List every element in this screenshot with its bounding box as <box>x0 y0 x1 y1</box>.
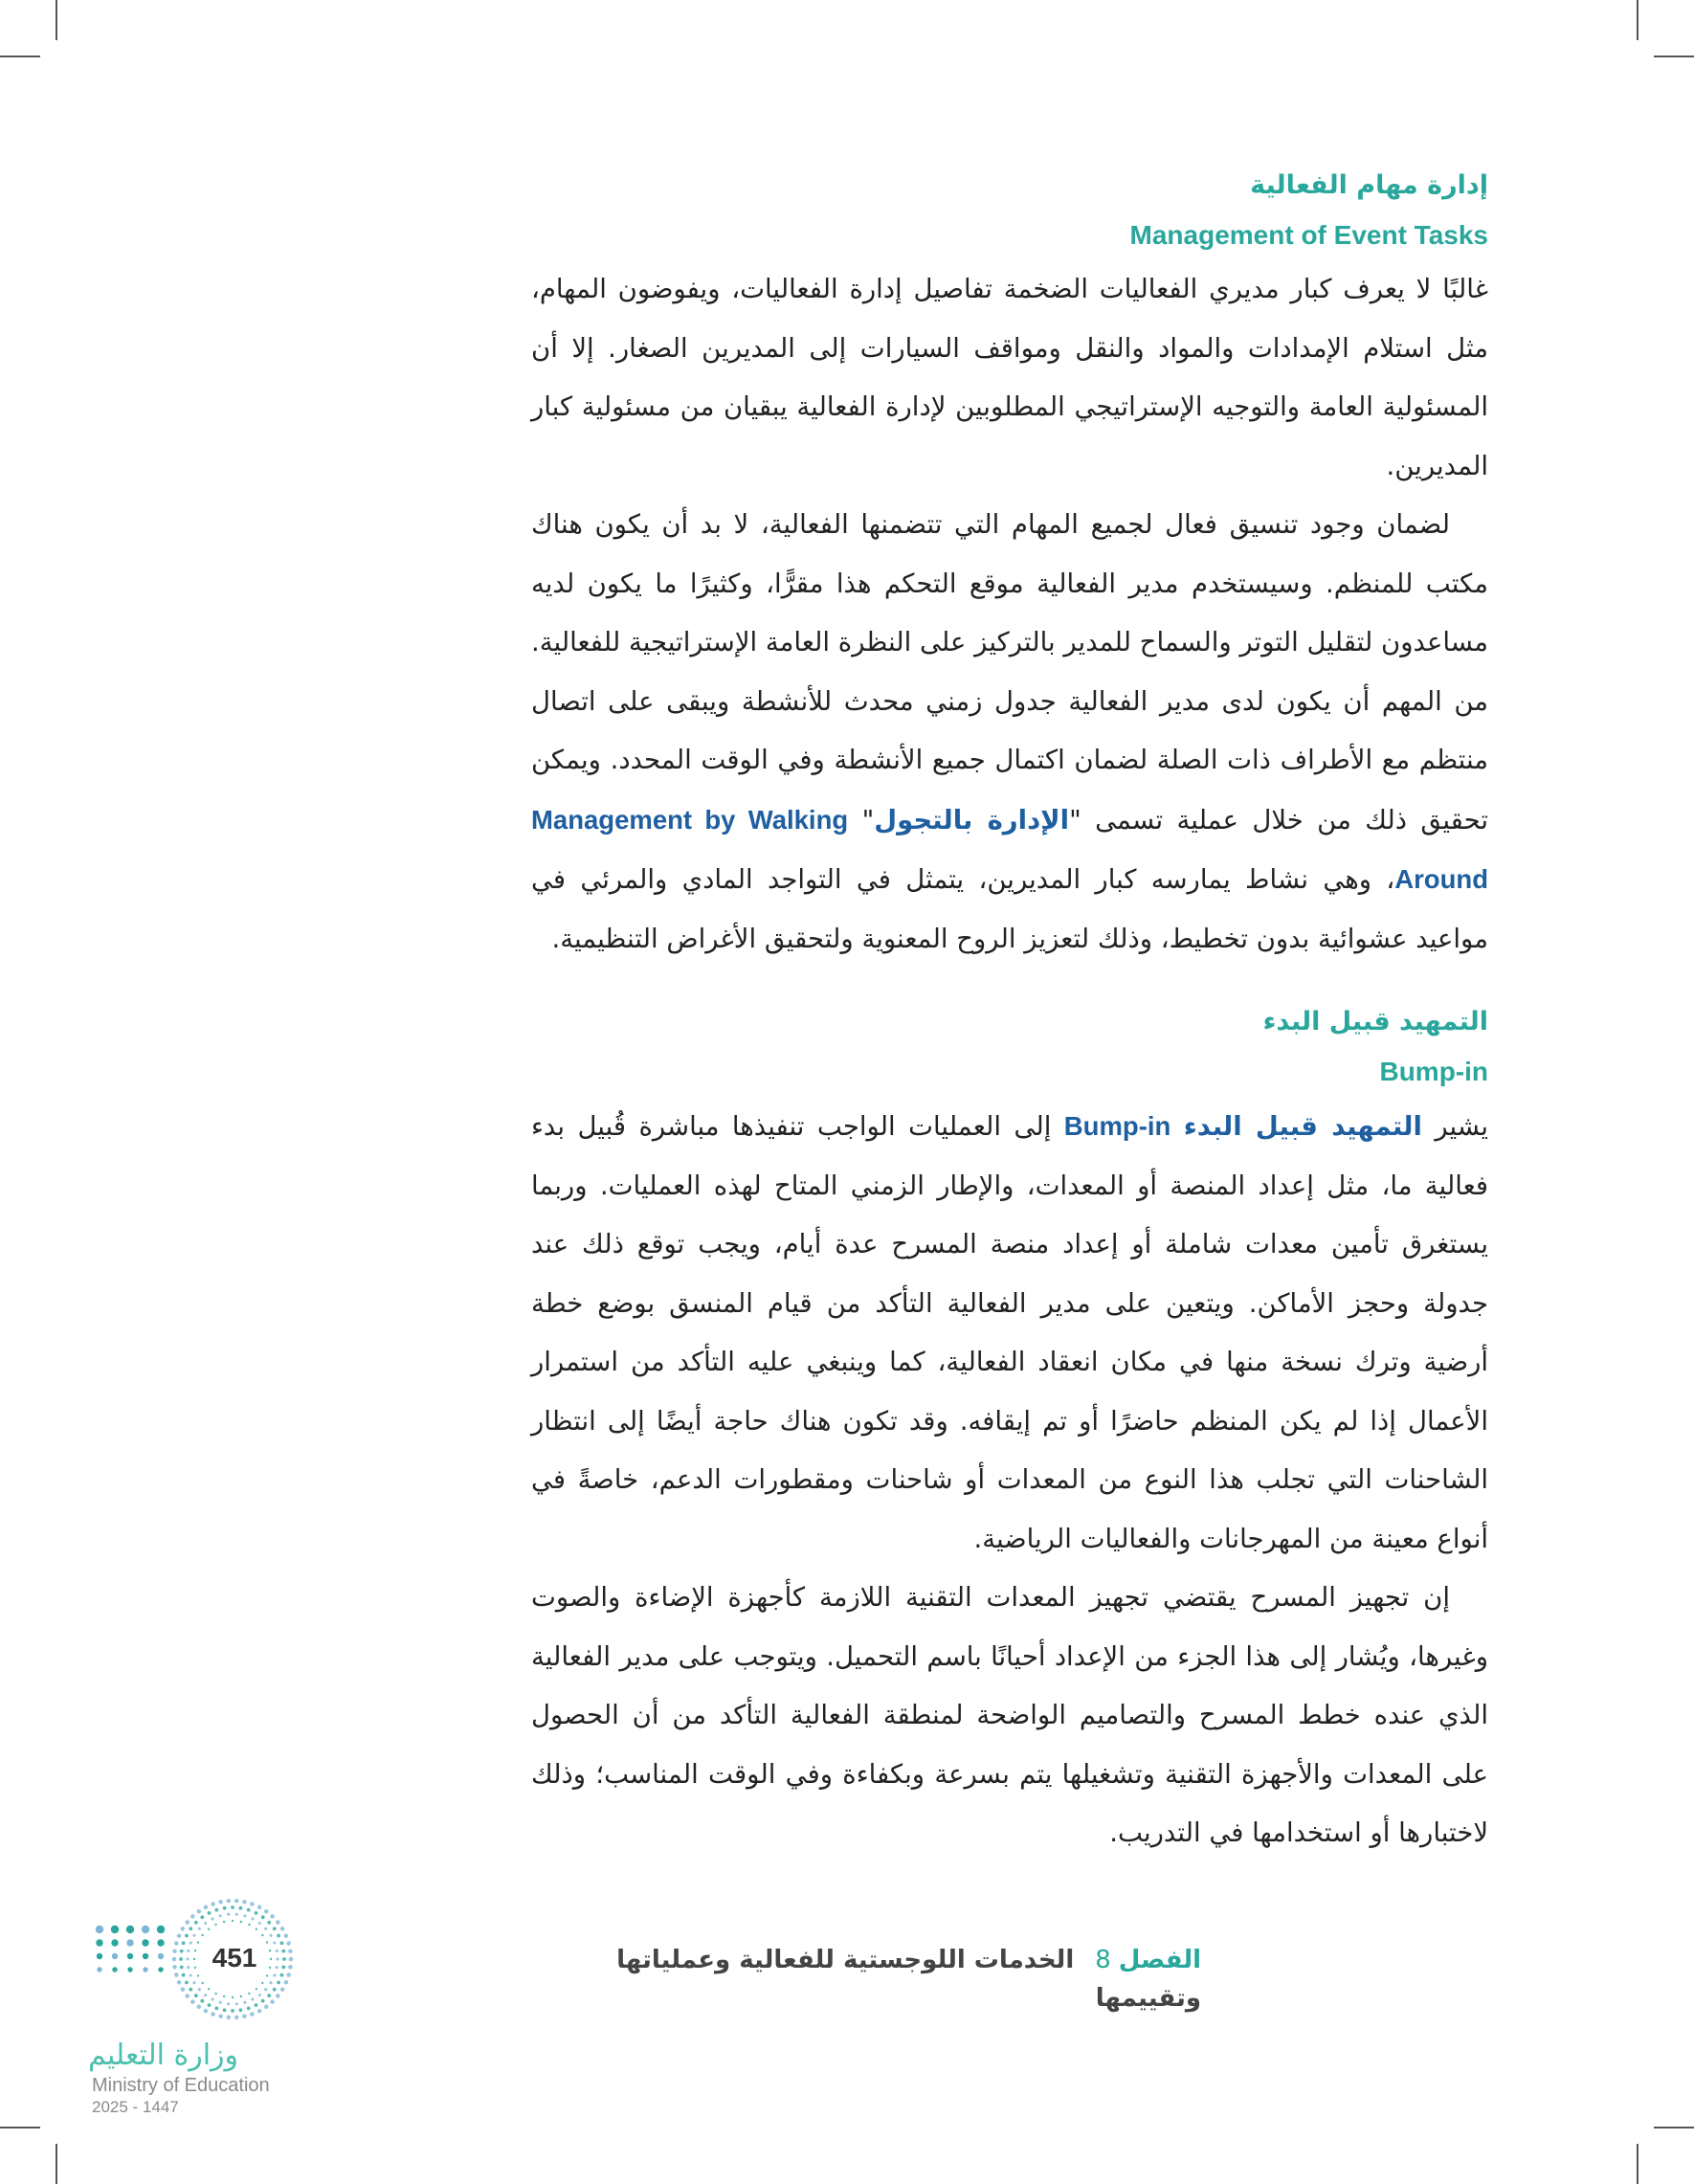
logo-grid-dot <box>96 1926 103 1933</box>
logo-ring-dot <box>208 2003 212 2007</box>
logo-ring-dot <box>194 1921 198 1925</box>
logo-ring-dot <box>174 1941 179 1946</box>
logo-ring-dot <box>288 1965 293 1970</box>
logo-ring-dot <box>270 1958 272 1960</box>
logo-ring-dot <box>242 1900 247 1905</box>
logo-ring-dot <box>227 1913 230 1916</box>
crop-mark-tr-h <box>1654 56 1694 57</box>
logo-ring-dot <box>172 1965 177 1970</box>
logo-ring-dot <box>227 2002 230 2005</box>
logo-ring-dot <box>186 1957 189 1960</box>
logo-ring-dot <box>276 1950 279 1952</box>
logo-ring-dot <box>264 1909 269 1914</box>
logo-ring-dot <box>202 1934 204 1936</box>
logo-ring-dot <box>234 1899 239 1904</box>
section1-paragraph-1: غالبًا لا يعرف كبار مديري الفعاليات الضخمة تفاصيل إدارة الفعاليات، ويفوضون المهام، مثل استلام الإمدادات والمواد والنقل ومواقف السيارات إلى المديرين الصغار. إلا أن المسئولية العامة والتوجيه الإستراتيجي المطلوبين لإدارة الفعالية يبقيان من مسئولية كبار المديرين. <box>531 274 1488 481</box>
logo-ring-dot <box>227 2016 232 2020</box>
logo-ring-dot <box>269 1950 271 1951</box>
logo-ring-dot <box>256 1928 257 1930</box>
section2-heading-ar: التمهيد قبيل البدء <box>1262 1007 1488 1036</box>
logo-ring-dot <box>257 2009 262 2014</box>
crop-mark-br-h <box>1654 2127 1694 2128</box>
logo-ring-dot <box>251 1998 254 2001</box>
logo-ring-dot <box>264 1988 267 1991</box>
logo-ring-dot <box>280 1987 285 1992</box>
logo-ring-dot <box>240 1921 242 1923</box>
logo-ring-dot <box>214 2007 218 2011</box>
logo-ring-dot <box>172 1949 177 1953</box>
logo-ring-dot <box>185 1934 189 1938</box>
logo-ring-dot <box>211 2012 215 2017</box>
logo-ring-dot <box>255 1911 258 1915</box>
logo-ring-dot <box>235 2002 238 2005</box>
logo-grid-dot <box>142 1939 148 1946</box>
logo-ring-dot <box>276 1957 279 1960</box>
logo-ring-dot <box>235 1913 238 1916</box>
term-bump-in-en: Bump-in <box>1063 1111 1171 1141</box>
logo-ring-dot <box>276 1966 279 1969</box>
logo-grid-dot <box>96 1939 102 1946</box>
p2-text-end: ، وهي نشاط يمارسه كبار المديرين، يتمثل في التواجد المادي والمرئي في مواعيد عشوائية بدون تخطيط، وذلك لتعزيز الروح المعنوية ولتحقيق الأغراض التنظيمية. <box>531 864 1488 954</box>
logo-ring-dot <box>197 1909 202 1914</box>
logo-ring-dot <box>269 1967 271 1969</box>
logo-ring-dot <box>234 2016 239 2020</box>
logo-ring-dot <box>219 2001 222 2004</box>
logo-grid-dot <box>126 1939 133 1946</box>
logo-ring-dot <box>247 2007 251 2011</box>
chapter-title: الخدمات اللوجستية للفعالية وعملياتها وتقييمها <box>616 1946 1201 2013</box>
logo-grid-dot <box>97 1953 102 1959</box>
logo-ring-dot <box>200 1915 204 1919</box>
logo-ring-dot <box>232 1996 234 1998</box>
logo-ring-dot <box>261 1982 263 1984</box>
logo-ring-dot <box>189 1941 192 1944</box>
logo-ring-dot <box>198 1988 201 1991</box>
logo-ring-dot <box>231 1905 234 1909</box>
logo-ring-dot <box>202 1982 204 1984</box>
chapter-footer <box>536 1941 1201 2017</box>
logo-ring-dot <box>177 1933 182 1938</box>
logo-ring-dot <box>223 1906 227 1910</box>
logo-ring-dot <box>273 1941 276 1944</box>
logo-ring-dot <box>255 2003 258 2007</box>
term-walking-around-ar: الإدارة بالتجول <box>874 804 1070 836</box>
logo-ring-dot <box>251 1917 254 1920</box>
logo-ring-dot <box>181 1987 186 1992</box>
logo-ring-dot <box>257 1905 262 1910</box>
logo-ring-dot <box>267 1921 271 1925</box>
page-number: 451 <box>212 1943 257 1972</box>
logo-ring-dot <box>190 1999 195 2004</box>
logo-ring-dot <box>187 1950 189 1952</box>
logo-ring-dot <box>182 1941 186 1945</box>
logo-grid-dot <box>142 1926 149 1933</box>
logo-ring-dot <box>218 2014 223 2018</box>
logo-ring-dot <box>276 1994 280 1998</box>
logo-ring-dot <box>288 1949 293 1953</box>
logo-ring-dot <box>194 1950 196 1951</box>
ministry-name-en: Ministry of Education <box>92 2075 270 2096</box>
logo-ring-dot <box>192 1934 195 1937</box>
logo-ring-dot <box>190 1914 195 1919</box>
ministry-name-ar: وزارة التعليم <box>88 2039 239 2072</box>
logo-ring-dot <box>204 2009 209 2014</box>
chapter-label: الفصل <box>1118 1946 1201 1974</box>
term-walking-around-en: Management by Walking Around <box>531 804 1488 894</box>
logo-grid-dot <box>111 1939 118 1946</box>
logo-grid-dot <box>127 1953 133 1959</box>
logo-ring-dot <box>214 1993 216 1995</box>
logo-ring-dot <box>276 1920 280 1925</box>
logo-ring-dot <box>211 1902 215 1906</box>
logo-grid-dot <box>112 1953 118 1959</box>
logo-ring-dot <box>256 1988 257 1990</box>
logo-ring-dot <box>289 1957 294 1962</box>
logo-grid-dot <box>158 1967 163 1972</box>
logo-ring-dot <box>269 1981 272 1984</box>
logo-ring-dot <box>197 2005 202 2010</box>
logo-ring-dot <box>284 1933 289 1938</box>
logo-ring-dot <box>219 1914 222 1917</box>
logo-ring-dot <box>270 1999 275 2004</box>
logo-ring-dot <box>243 1914 246 1917</box>
logo-ring-dot <box>280 1927 285 1931</box>
logo-grid-dot <box>143 1967 147 1972</box>
logo-ring-dot <box>174 1972 179 1977</box>
logo-ring-dot <box>204 1922 207 1925</box>
logo-ring-dot <box>189 1927 192 1930</box>
logo-ring-dot <box>247 1908 251 1912</box>
section2-paragraph-2: إن تجهيز المسرح يقتضي تجهيز المعدات التقنية اللازمة كأجهزة الإضاءة والصوت وغيرها، ويُشار إلى هذا الجزء من الإعداد أحيانًا باسم التحميل. ويتوجب على مدير الفعالية الذي عنده خطط المسرح والتصاميم الواضحة لمنطقة الفعالية التأكد من أن الحصول على المعدات والأجهزة التقنية وتشغيلها يتم بسرعة وبكفاءة وفي الوقت المناسب؛ وذلك لاختبارها أو استخدامها في التدريب. <box>531 1582 1488 1848</box>
logo-ring-dot <box>185 1981 189 1985</box>
logo-ring-dot <box>192 1981 195 1984</box>
logo-ring-dot <box>261 1934 263 1936</box>
logo-ring-dot <box>280 1973 284 1977</box>
s2p1-start: يشير <box>1421 1111 1488 1142</box>
ministry-year: 2025 - 1447 <box>92 2098 179 2116</box>
section1-heading-ar: إدارة مهام الفعالية <box>1250 170 1488 200</box>
logo-ring-dot <box>197 1941 199 1943</box>
logo-ring-dot <box>239 2008 243 2012</box>
logo-ring-dot <box>177 1980 182 1985</box>
section2-paragraph-1 <box>531 1097 1488 1569</box>
crop-mark-tr-v <box>1637 0 1638 40</box>
logo-ring-dot <box>242 2014 247 2018</box>
logo-ring-dot <box>270 1914 275 1919</box>
logo-ring-dot <box>248 1924 250 1926</box>
logo-ring-dot <box>277 1981 280 1985</box>
section2-heading-en: Bump-in <box>1379 1057 1488 1086</box>
crop-mark-br-v <box>1637 2144 1638 2184</box>
logo-ring-dot <box>267 1994 271 1997</box>
logo-ring-dot <box>231 2009 234 2013</box>
logo-ring-dot <box>214 1924 216 1926</box>
logo-ring-dot <box>266 1974 268 1976</box>
logo-ring-dot <box>198 1928 201 1930</box>
logo-grid-dot <box>127 1967 132 1972</box>
logo-ring-dot <box>273 1988 277 1992</box>
logo-ring-dot <box>212 1998 214 2001</box>
logo-ring-dot <box>189 1988 192 1992</box>
logo-ring-dot <box>204 1994 207 1996</box>
logo-ring-dot <box>264 1928 267 1930</box>
logo-ring-dot <box>189 1973 192 1976</box>
logo-ring-dot <box>208 1988 210 1990</box>
logo-ring-dot <box>281 1966 285 1970</box>
crop-mark-tl-v <box>56 0 57 40</box>
logo-ring-dot <box>204 1905 209 1910</box>
logo-ring-dot <box>258 1922 261 1925</box>
logo-grid-dot <box>97 1967 101 1972</box>
logo-ring-dot <box>214 1908 218 1912</box>
logo-ring-dot <box>227 1899 232 1904</box>
logo-ring-dot <box>240 1995 242 1997</box>
crop-mark-bl-v <box>56 2144 57 2184</box>
logo-ring-dot <box>179 1957 183 1961</box>
logo-ring-dot <box>180 1966 184 1970</box>
logo-ring-dot <box>194 1967 196 1969</box>
logo-ring-dot <box>232 1920 234 1922</box>
logo-ring-dot <box>180 1950 184 1953</box>
logo-ring-dot <box>239 1906 243 1910</box>
logo-grid-dot <box>158 1953 164 1959</box>
logo-ring-dot <box>284 1980 289 1985</box>
logo-ring-dot <box>250 1902 255 1906</box>
p2-text-start: لضمان وجود تنسيق فعال لجميع المهام التي تتضمنها الفعالية، لا بد أن يكون هناك مكتب للمنظم. وسيستخدم مدير الفعالية موقع التحكم هذا مقرًّا، وكثيرًا ما يكون لديه مساعدون لتقليل التوتر والسماح للمدير بالتركيز على النظرة العامة الإستراتيجية للفعالية. من المهم أن يكون لدى مدير الفعالية جدول زمني محدث للأنشطة ويبقى على اتصال منتظم مع الأطراف ذات الصلة لضمان اكتمال جميع الأنشطة وفي الوقت المحدد. ويمكن تحقيق ذلك من خلال عملية تسمى " <box>531 509 1488 836</box>
logo-ring-dot <box>208 1911 212 1915</box>
logo-ring-dot <box>277 1934 280 1938</box>
logo-ring-dot <box>200 1999 204 2003</box>
crop-mark-tl-h <box>0 56 40 57</box>
logo-ring-dot <box>286 1941 291 1946</box>
logo-ring-dot <box>187 1966 189 1969</box>
p2-quote-close: " <box>848 804 875 836</box>
logo-ring-dot <box>223 2008 227 2012</box>
section1-paragraph-2 <box>531 496 1488 969</box>
logo-ring-dot <box>185 1994 189 1998</box>
logo-grid-dot <box>111 1926 119 1933</box>
logo-ring-dot <box>212 1917 214 1920</box>
logo-grid-dot <box>143 1953 148 1959</box>
logo-ring-dot <box>172 1957 177 1962</box>
logo-ring-dot <box>208 1928 210 1930</box>
logo-grid-dot <box>112 1967 117 1972</box>
s2p1-rest: إلى العمليات الواجب تنفيذها مباشرة قُبيل بدء فعالية ما، مثل إعداد المنصة أو المعدات، والإطار الزمني المتاح لهذه العمليات. وربما يستغرق تأمين معدات شاملة أو إعداد منصة المسرح عدة أيام، ويجب توقع ذلك عند جدولة وحجز الأماكن. ويتعين على مدير الفعالية التأكد من قيام المنسق بوضع خطة أرضية وترك نسخة منها في مكان انعقاد الفعالية، كما وينبغي عليه التأكد من استمرار الأعمال إذا لم يكن المنظم حاضرًا أو تم إيقافه. وقد تكون هناك حاجة أيضًا إلى انتظار الشاحنات التي تجلب هذا النوع من المعدات أو شاحنات ومقطورات الدعم، خاصةً في أنواع معينة من المهرجانات والفعاليات الرياضية. <box>531 1111 1488 1554</box>
logo-ring-dot <box>250 2012 255 2017</box>
logo-ring-dot <box>273 1973 276 1976</box>
logo-ring-dot <box>280 1941 284 1945</box>
crop-mark-bl-h <box>0 2127 40 2128</box>
logo-ring-dot <box>194 1994 198 1997</box>
logo-ring-dot <box>223 1995 225 1997</box>
logo-ring-dot <box>193 1958 195 1960</box>
logo-ring-dot <box>264 2005 269 2010</box>
logo-ring-dot <box>248 1993 250 1995</box>
logo-ring-dot <box>197 1974 199 1976</box>
logo-ring-dot <box>286 1972 291 1977</box>
logo-ring-dot <box>185 1920 189 1925</box>
logo-ring-dot <box>243 2001 246 2004</box>
logo-ring-dot <box>261 1915 265 1919</box>
logo-ring-dot <box>258 1994 261 1996</box>
logo-grid-dot <box>157 1926 165 1933</box>
logo-grid-dot <box>157 1939 164 1946</box>
logo-ring-dot <box>223 1921 225 1923</box>
logo-ring-dot <box>261 1999 265 2003</box>
logo-ring-dot <box>273 1927 277 1930</box>
logo-ring-dot <box>282 1957 286 1961</box>
chapter-number: 8 <box>1095 1946 1111 1974</box>
logo-ring-dot <box>181 1927 186 1931</box>
logo-ring-dot <box>281 1950 285 1953</box>
term-bump-in-ar: التمهيد قبيل البدء <box>1183 1111 1422 1142</box>
logo-ring-dot <box>182 1973 186 1977</box>
logo-ring-dot <box>218 1900 223 1905</box>
main-content <box>531 161 1488 1863</box>
logo-grid-dot <box>126 1926 134 1933</box>
section1-heading-en: Management of Event Tasks <box>1129 220 1488 250</box>
logo-ring-dot <box>269 1934 272 1937</box>
